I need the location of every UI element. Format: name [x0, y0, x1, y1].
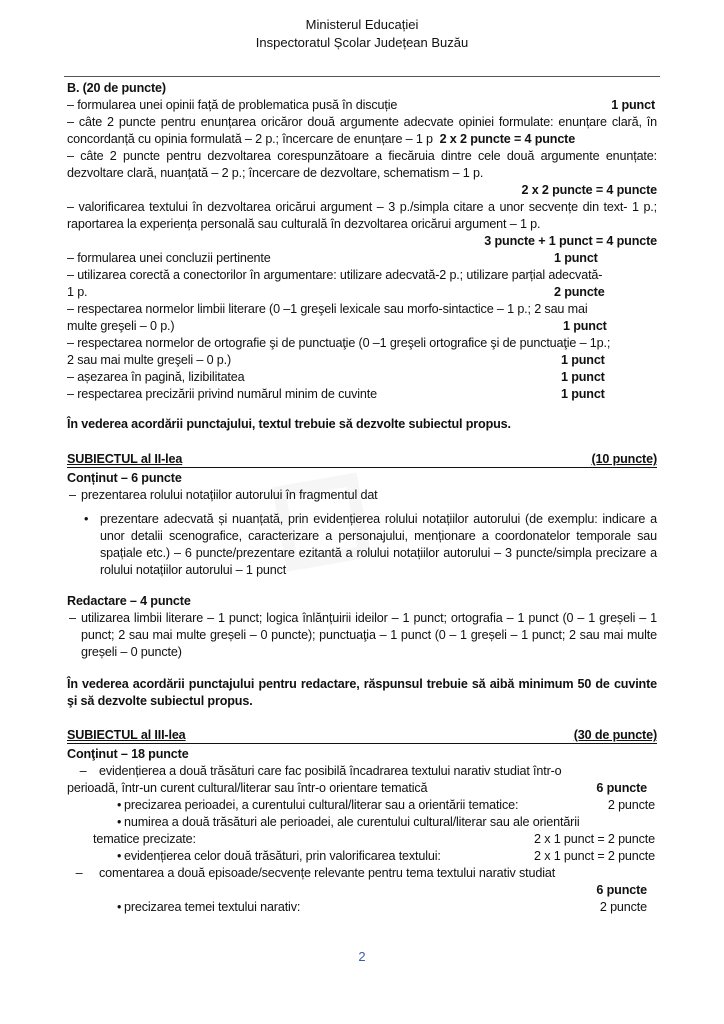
criterion: – formularea unei opinii față de problematica pusă în discuție 1 punct	[67, 98, 655, 112]
subject-2-redactare: Redactare – 4 puncte	[67, 594, 191, 608]
subject-3-content: Conţinut – 18 puncte	[67, 747, 189, 761]
subject-3-heading: SUBIECTUL al III-lea (30 de puncte)	[67, 728, 657, 742]
criterion: – câte 2 puncte pentru dezvoltarea corespunzătoare a fiecăruia dintre cele două argumente enunțate: dezvoltare clară, nuanțată – 2 p.; încercare de dezvoltare, schematism – 1 p.	[67, 149, 657, 180]
criterion: perioadă, într-un curent cultural/literar sau într-o orientare tematică 6 puncte	[67, 781, 647, 795]
criterion-bullet: tematice precizate: 2 x 1 punct = 2 puncte	[93, 832, 655, 846]
criterion-points: 3 puncte + 1 punct = 4 puncte	[484, 234, 657, 248]
criterion-bullet: • precizarea perioadei, a curentului cultural/literar sau a orientării tematice: 2 puncte	[117, 798, 655, 812]
criterion-bullet: • evidențierea celor două trăsături, prin valorificarea textului: 2 x 1 punct = 2 puncte	[117, 849, 655, 863]
criterion-bullet: • precizarea temei textului narativ: 2 puncte	[117, 900, 647, 914]
header-inspectorate: Inspectoratul Școlar Județean Buzău	[255, 35, 469, 50]
section-b-title: B. (20 de puncte)	[67, 81, 166, 95]
criterion-points: 2 x 2 puncte = 4 puncte	[521, 183, 657, 197]
criterion: – respectarea precizării privind numărul minim de cuvinte 1 punct	[67, 387, 605, 401]
criterion-bullet: • prezentare adecvată și nuanțată, prin evidențierea rolului notațiilor autorului (de exemplu: indicare a unor detalii scenografice, caracterizare a personajului, menționare a coordonatelor temporale sau spațiale etc.) – 6 puncte/prezentare ezitantă a rolului notațiilor autorului – 3 puncte/simpla precizare a rolului notațiilor autorului – 1 punct	[84, 512, 657, 577]
header-ministry: Ministerul Educației	[305, 17, 419, 32]
subject-2-content: Conținut – 6 puncte	[67, 471, 182, 485]
section-b-note: În vederea acordării punctajului, textul trebuie să dezvolte subiectul propus.	[67, 417, 511, 431]
criterion: – respectarea normelor limbii literare (0 –1 greşeli lexicale sau morfo-sintactice – 1 p.; 2 sau mai	[67, 302, 588, 316]
criterion: – utilizarea limbii literare – 1 punct; logica înlănțuirii ideilor – 1 punct; ortografia – 1 punct (0 – 1 greșeli – 1 punct; 2 sau mai multe greșeli – 0 puncte); punctuaţia – 1 punct (0 – 1 greșeli – 1 punct; 2 sau mai multe greșeli – 0 puncte)	[69, 611, 657, 659]
criterion-points: 6 puncte	[596, 883, 647, 897]
header-divider	[64, 76, 660, 77]
criterion: – comentarea a două episoade/secvențe relevante pentru tema textului narativ studiat	[75, 866, 556, 880]
criterion: – câte 2 puncte pentru enunțarea oricăror două argumente adecvate opiniei formulate: enunțare clară, în concordanță cu opinia formulată – 2 p.; încercare de enunțare – 1 p 2 x 2 puncte = 4 puncte	[67, 115, 657, 146]
criterion: multe greşeli – 0 p.) 1 punct	[67, 319, 607, 333]
subject-2-heading: SUBIECTUL al II-lea (10 puncte)	[67, 452, 657, 466]
criterion: 1 p. 2 puncte	[67, 285, 605, 299]
criterion: – așezarea în pagină, lizibilitatea 1 punct	[67, 370, 605, 384]
document-body	[67, 80, 657, 916]
criterion: – evidențierea a două trăsături care fac posibilă încadrarea textului narativ studiat într-o	[79, 764, 562, 778]
criterion: – respectarea normelor de ortografie şi de punctuaţie (0 –1 greşeli ortografice şi de punctuaţie – 1p.;	[67, 336, 611, 350]
criterion-bullet: • numirea a două trăsături ale perioadei, ale curentului cultural/literar sau ale orientării	[117, 815, 580, 829]
criterion: – utilizarea corectă a conectorilor în argumentare: utilizare adecvată-2 p.; utilizare parțial adecvată-	[67, 268, 603, 282]
criterion: – valorificarea textului în dezvoltarea oricărui argument – 3 p./simpla citare a unor secvențe din text- 1 p.; raportarea la experiența personală sau culturală în dezvoltarea oricărui argument – 1 p.	[67, 200, 657, 231]
page-number: 2	[358, 949, 366, 964]
criterion: – prezentarea rolului notațiilor autorului în fragmentul dat	[69, 488, 378, 502]
criterion: – formularea unei concluzii pertinente 1 punct	[67, 251, 598, 265]
criterion: 2 sau mai multe greşeli – 0 p.) 1 punct	[67, 353, 605, 367]
subject-2-note: În vederea acordării punctajului pentru redactare, răspunsul trebuie să aibă minimum 50 de cuvinte şi să dezvolte subiectul propus.	[67, 677, 657, 708]
